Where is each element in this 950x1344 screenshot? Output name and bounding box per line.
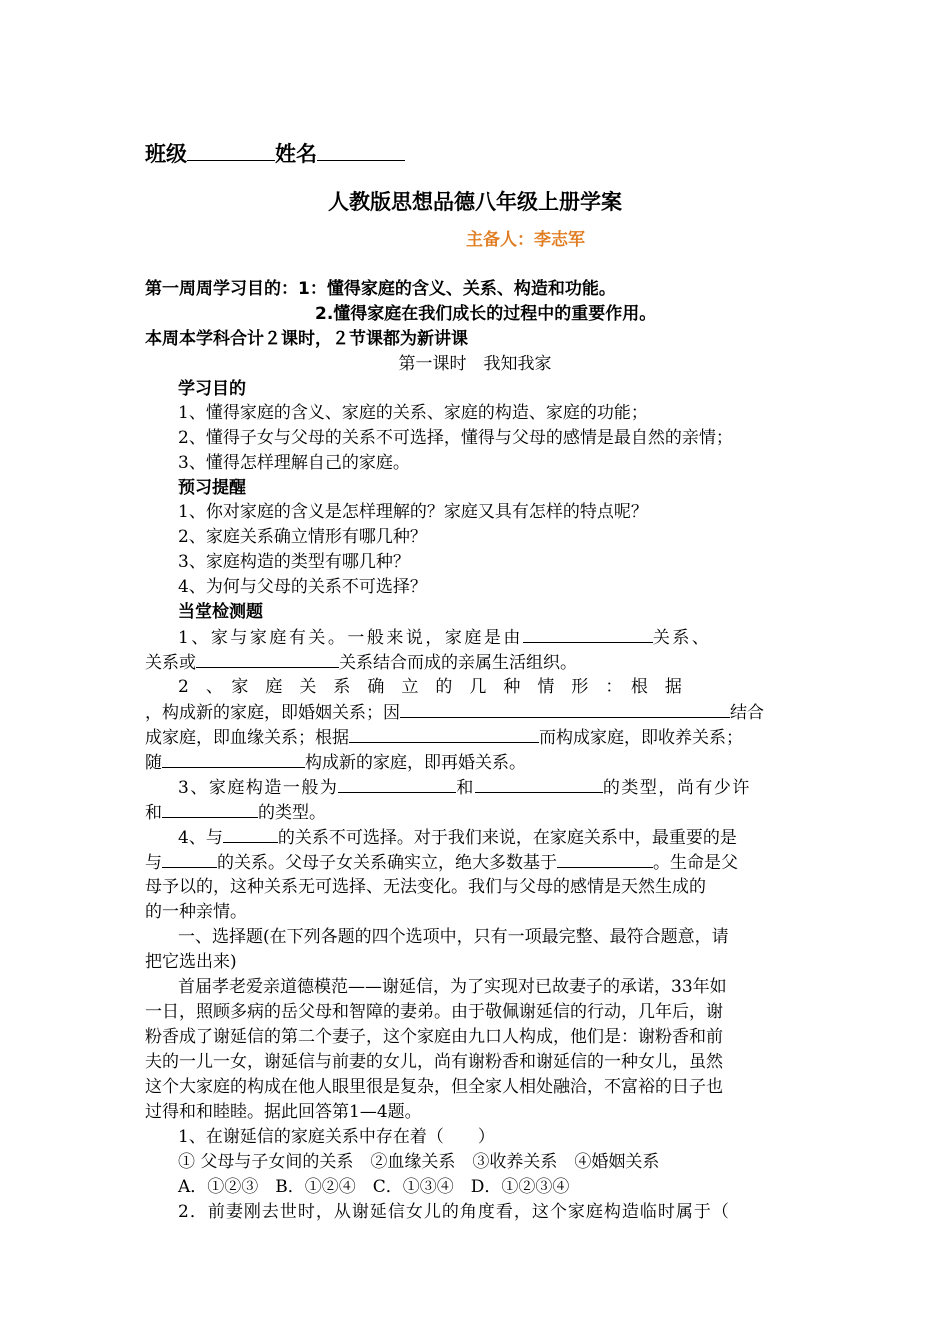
q3-blank3 — [162, 800, 258, 818]
goal-item: 1、懂得家庭的含义、家庭的关系、家庭的构造、家庭的功能； — [178, 403, 648, 423]
q2-text: 成家庭，即血缘关系；根据 — [145, 728, 349, 748]
preview-item: 1、你对家庭的含义是怎样理解的？家庭又具有怎样的特点呢？ — [178, 502, 648, 522]
q1-text: 关系结合而成的亲属生活组织。 — [339, 653, 577, 673]
choice-q1: 1、在谢延信的家庭关系中存在着（ ） — [178, 1127, 495, 1147]
q3-blank2 — [475, 775, 603, 793]
test-q3-line2 — [145, 800, 805, 825]
q4-text: 与 — [145, 853, 162, 873]
q4-blank2 — [162, 850, 217, 868]
week-goal-line2: 2.懂得家庭在我们成长的过程中的重要作用。 — [315, 304, 657, 324]
q4-text: 。生命是父 — [653, 853, 738, 873]
q2-text: 而构成家庭，即收养关系； — [539, 728, 743, 748]
q1-blank2 — [196, 650, 339, 668]
test-q4-line2 — [145, 850, 805, 875]
test-q4-line4: 的一种亲情。 — [145, 902, 247, 922]
author-line: 主备人：李志军 — [466, 230, 585, 250]
test-q2-line4 — [145, 750, 805, 775]
q3-text: 和 — [145, 803, 162, 823]
class-blank — [187, 140, 275, 161]
passage-line: 粉香成了谢延信的第二个妻子，这个家庭由九口人构成，他们是：谢粉香和前 — [145, 1027, 723, 1047]
test-q4-line1 — [145, 825, 805, 850]
q4-text: 的关系不可选择。对于我们来说，在家庭关系中，最重要的是 — [277, 828, 737, 848]
document-title: 人教版思想品德八年级上册学案 — [328, 190, 622, 214]
goal-item: 3、懂得怎样理解自己的家庭。 — [178, 453, 410, 473]
q2-text: ，构成新的家庭，即婚姻关系；因 — [145, 703, 400, 723]
choice-q1-answers: A．①②③ B．①②④ C．①③④ D．①②③④ — [178, 1177, 570, 1197]
q4-blank1 — [223, 825, 278, 843]
class-label: 班级 — [145, 142, 187, 166]
preview-item: 2、家庭关系确立情形有哪几种？ — [178, 527, 427, 547]
q3-text: 3、家庭构造一般为 — [178, 778, 339, 798]
passage-line: 过得和和睦睦。据此回答第1—4题。 — [145, 1102, 422, 1122]
week-goal-line3: 本周本学科合计２课时，２节课都为新讲课 — [145, 329, 468, 349]
class-name-header — [145, 140, 805, 166]
q2-blank2 — [349, 725, 539, 743]
passage-line: 这个大家庭的构成在他人眼里很是复杂，但全家人相处融洽，不富裕的日子也 — [145, 1077, 723, 1097]
q4-text: 4、与 — [178, 828, 223, 848]
test-q1-line1 — [145, 625, 805, 650]
q3-text: 的类型，尚有少许 — [602, 778, 751, 798]
q4-blank3 — [557, 850, 653, 868]
q2-text: 随 — [145, 753, 162, 773]
passage-line: 首届孝老爱亲道德模范——谢延信，为了实现对已故妻子的承诺，33年如 — [178, 977, 727, 997]
test-heading: 当堂检测题 — [178, 602, 263, 622]
week-goal-line1: 第一周周学习目的：1：懂得家庭的含义、关系、构造和功能。 — [145, 279, 616, 299]
test-q1-line2 — [145, 650, 805, 675]
passage-line: 一日，照顾多病的岳父母和智障的妻弟。由于敬佩谢延信的行动，几年后，谢 — [145, 1002, 723, 1022]
choice-intro-line2: 把它选出来) — [145, 952, 237, 972]
q2-blank3 — [162, 750, 305, 768]
test-q4-line3: 母予以的，这种关系无可选择、无法变化。我们与父母的感情是天然生成的 — [145, 877, 706, 897]
q2-text: 构成新的家庭，即再婚关系。 — [305, 753, 526, 773]
passage-line: 夫的一儿一女，谢延信与前妻的女儿，尚有谢粉香和谢延信的一种女儿，虽然 — [145, 1052, 723, 1072]
test-q2-line3 — [145, 725, 805, 750]
q3-text: 的类型。 — [258, 803, 326, 823]
q1-text: 1、家与家庭有关。一般来说，家庭是由 — [178, 628, 523, 648]
preview-heading: 预习提醒 — [178, 478, 246, 498]
test-q2-line2 — [145, 700, 805, 725]
preview-item: 4、为何与父母的关系不可选择？ — [178, 577, 427, 597]
name-label: 姓名 — [275, 142, 317, 166]
choice-q2: 2．前妻刚去世时，从谢延信女儿的角度看，这个家庭构造临时属于（ — [178, 1202, 730, 1222]
test-q3-line1 — [145, 775, 805, 800]
choice-q1-options: ① 父母与子女间的关系 ②血缘关系 ③收养关系 ④婚姻关系 — [178, 1152, 660, 1172]
q2-blank1 — [400, 700, 730, 718]
q1-text: 关系或 — [145, 653, 196, 673]
lesson-title: 第一课时 我知我家 — [398, 354, 552, 374]
q2-text: 结合 — [730, 703, 764, 723]
test-q2-line1: 2 、 家 庭 关 系 确 立 的 几 种 情 形 ： 根 据 — [178, 677, 682, 697]
goals-heading: 学习目的 — [178, 379, 246, 399]
preview-item: 3、家庭构造的类型有哪几种？ — [178, 552, 410, 572]
q3-blank1 — [338, 775, 456, 793]
q4-text: 的关系。父母子女关系确实立，绝大多数基于 — [217, 853, 557, 873]
choice-intro-line1: 一、选择题(在下列各题的四个选项中，只有一项最完整、最符合题意，请 — [178, 927, 729, 947]
q1-text: 关系、 — [652, 628, 712, 648]
goal-item: 2、懂得子女与父母的关系不可选择，懂得与父母的感情是最自然的亲情； — [178, 428, 733, 448]
name-blank — [317, 140, 405, 161]
q3-text: 和 — [456, 778, 475, 798]
q1-blank1 — [523, 625, 653, 643]
